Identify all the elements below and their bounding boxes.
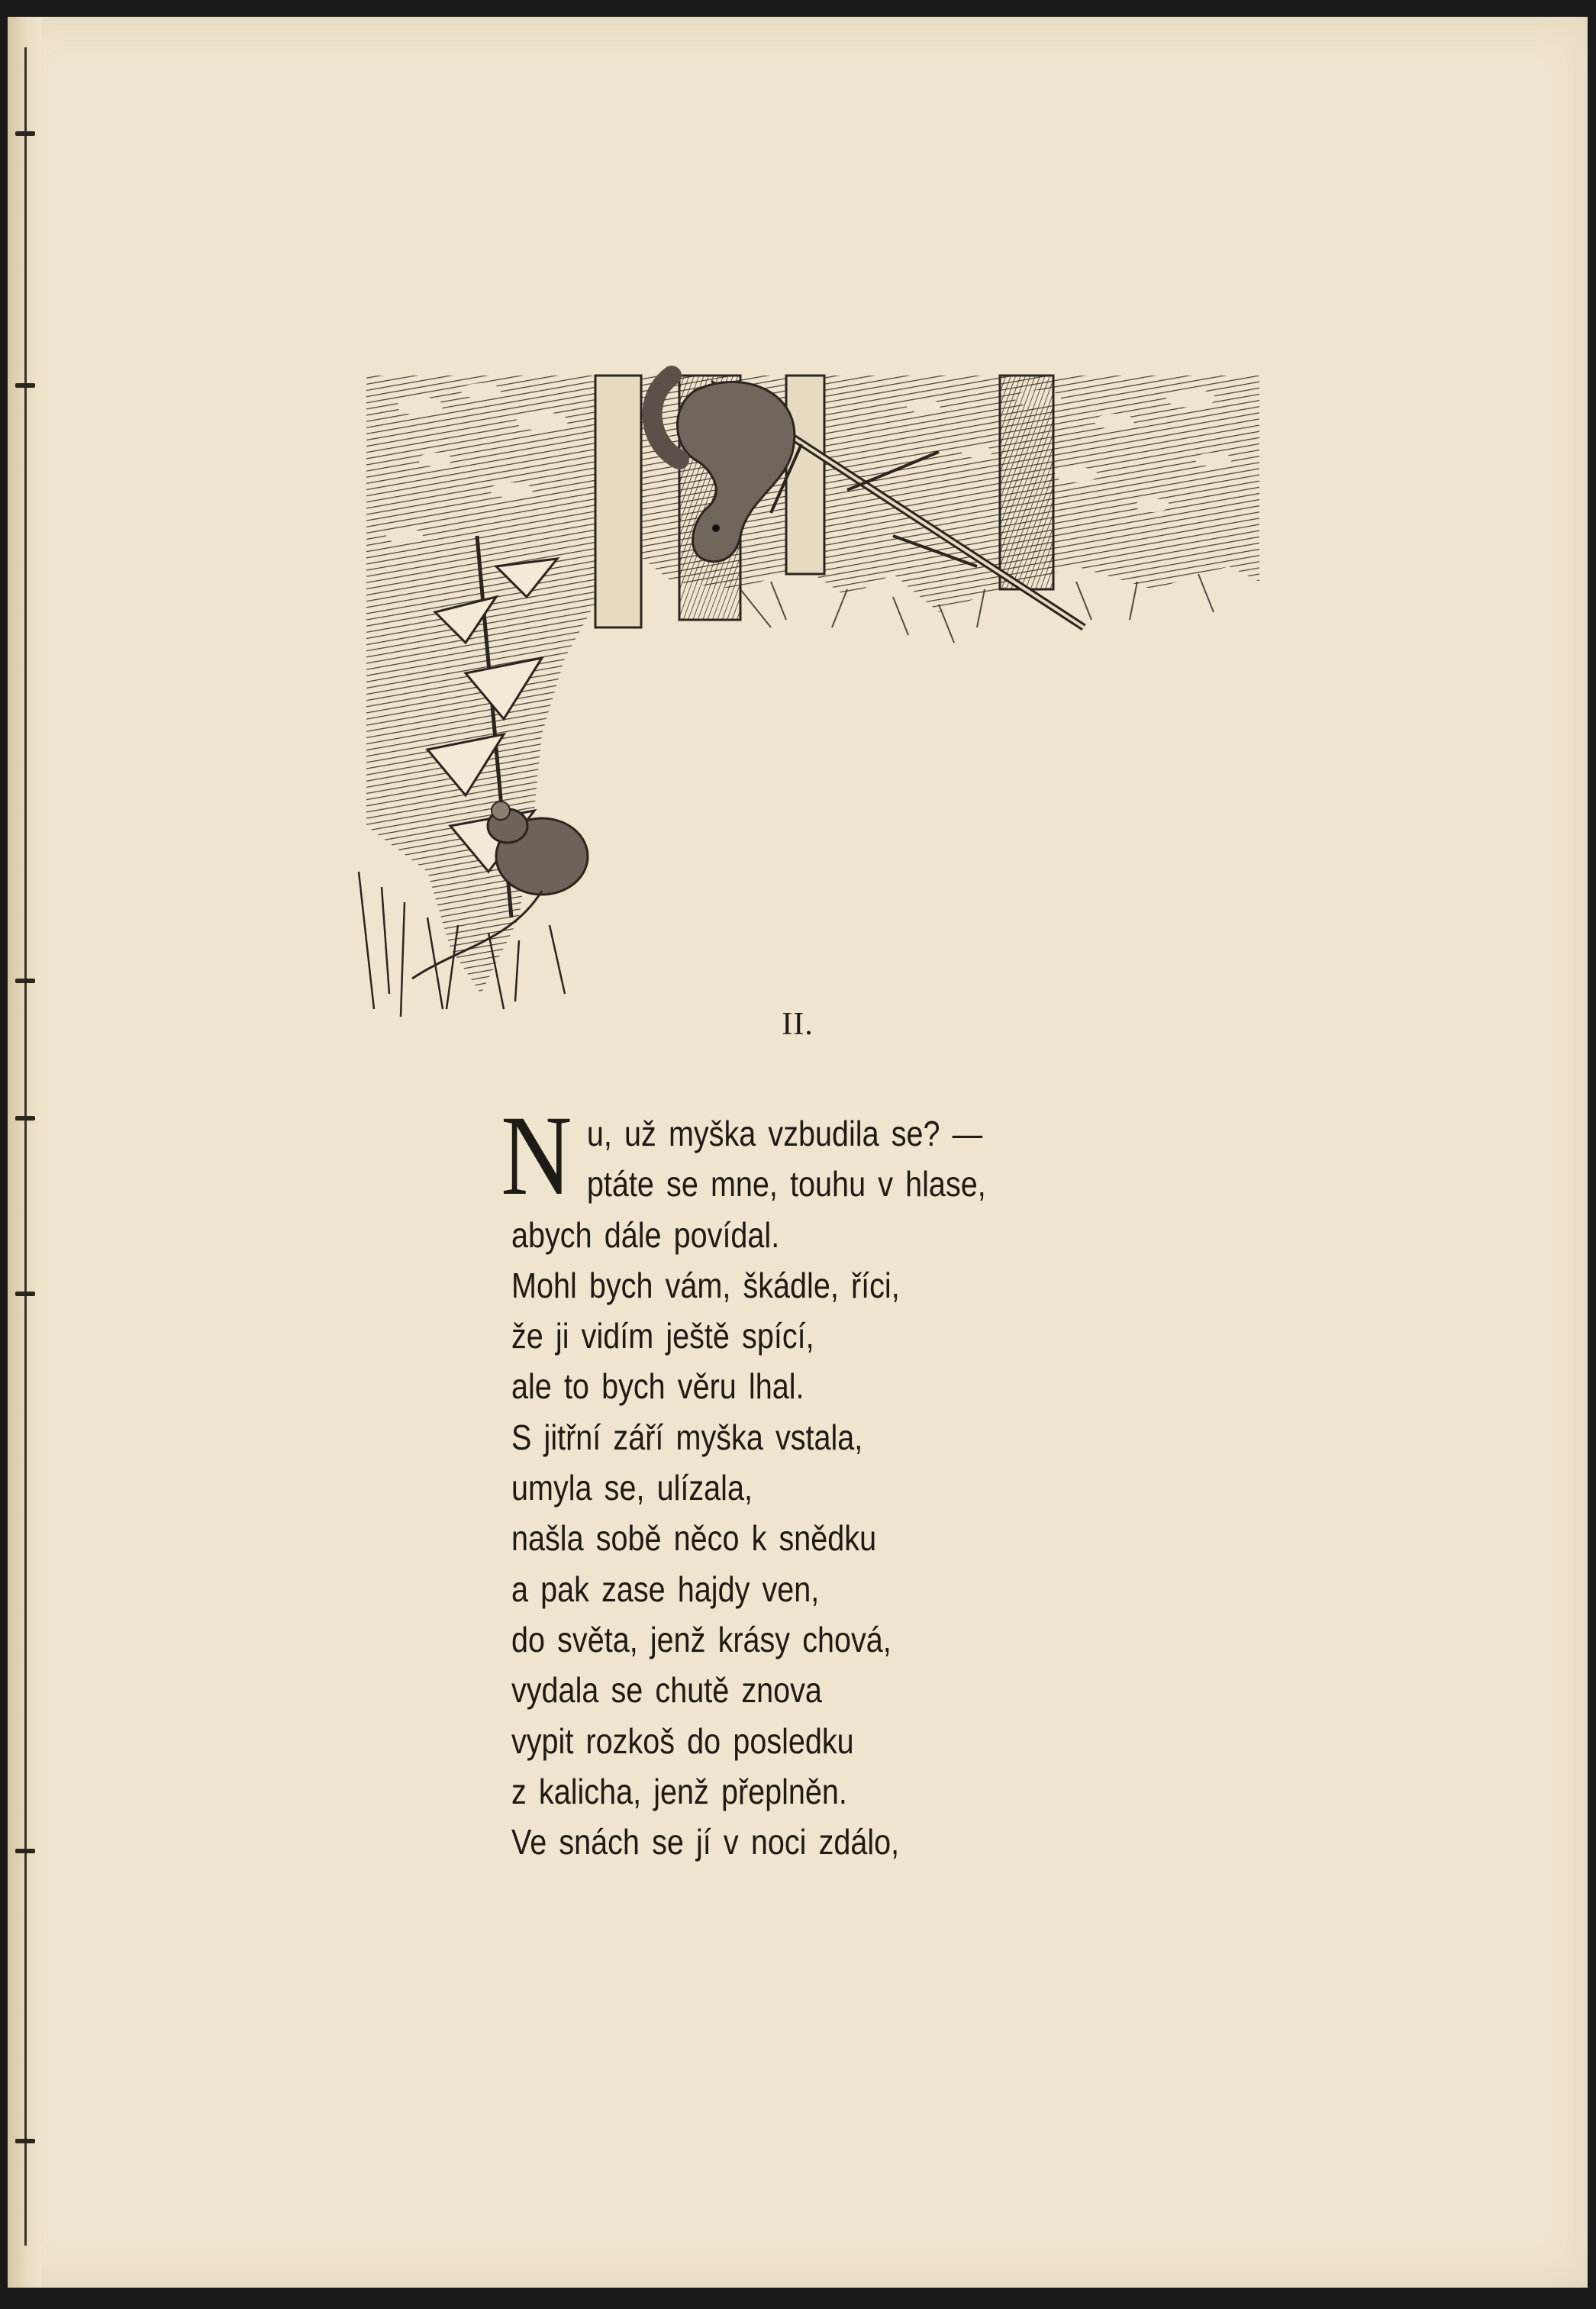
poem-line: ale to bych věru lhal. (511, 1366, 804, 1407)
poem-line: z kalicha, jenž přeplněn. (511, 1771, 847, 1811)
book-page (8, 17, 1588, 2288)
poem-line: do světa, jenž krásy chová, (511, 1619, 892, 1659)
forest-illustration (313, 337, 1282, 1024)
poem-line: Mohl bych vám, škádle, říci, (511, 1265, 900, 1305)
binding-stitch (15, 383, 35, 388)
binding-stitch (15, 1292, 35, 1296)
poem-line: abych dále povídal. (511, 1214, 780, 1255)
binding-stitch (15, 1116, 35, 1121)
poem-line: S jitřní září myška vstala, (511, 1417, 863, 1457)
binding-stitch (15, 131, 35, 136)
poem-line: našla sobě něco k snědku (511, 1518, 877, 1559)
poem-line: Ve snách se jí v noci zdálo, (511, 1822, 900, 1862)
binding-stitch (15, 1849, 35, 1853)
poem-line: že ji vidím ještě spící, (511, 1316, 814, 1356)
poem-text (501, 1092, 1233, 1867)
poem-line: ptáte se mne, touhu v hlase, (586, 1164, 986, 1204)
binding-thread (24, 47, 27, 2246)
poem-line: a pak zase hajdy ven, (511, 1569, 820, 1609)
drop-cap: N (501, 1092, 572, 1219)
poem-line: vydala se chutě znova (511, 1670, 822, 1711)
poem-line: u, už myška vzbudila se? — (586, 1114, 983, 1153)
chapter-number: II. (782, 1007, 814, 1042)
binding-stitch (15, 979, 35, 983)
binding-stitch (15, 2139, 35, 2143)
page-binding (8, 17, 41, 2288)
poem-line: umyla se, ulízala, (511, 1468, 753, 1508)
poem-line: vypit rozkoš do posledku (511, 1720, 854, 1761)
